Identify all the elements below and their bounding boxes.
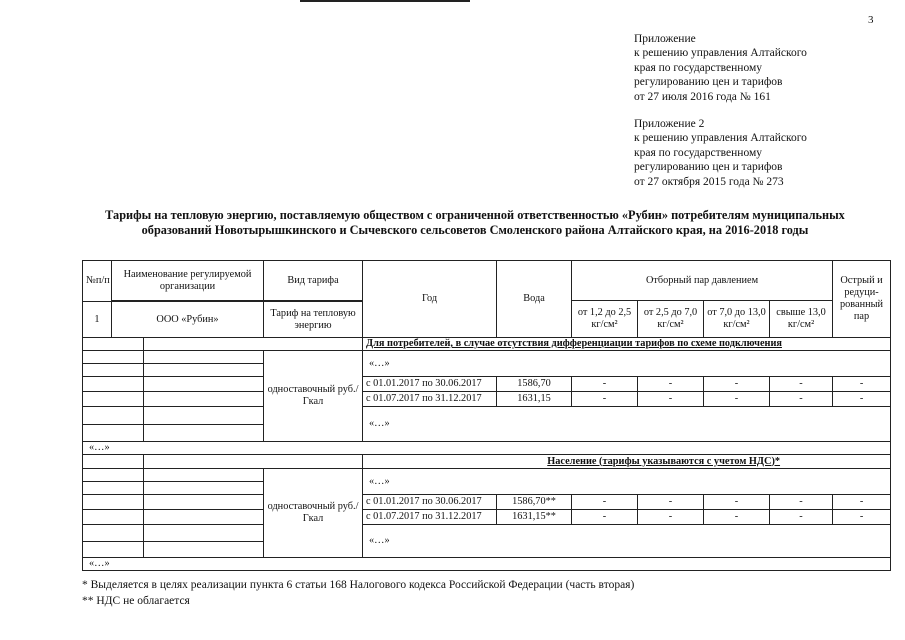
rate-live-steam: - — [833, 495, 891, 510]
blank-cell — [144, 338, 363, 351]
header-steam-col-4: свыше 13,0 кг/см² — [770, 301, 833, 338]
page-number: 3 — [868, 14, 874, 26]
rate-steam-4: - — [770, 377, 833, 392]
rate-steam-2: - — [638, 510, 704, 525]
title-line: Тарифы на тепловую энергию, поставляемую обществом с ограниченной ответственностью «Рубин» потребителям муниципальных — [105, 208, 845, 222]
blank-cell — [144, 351, 264, 364]
section-1-ellipsis-after: «…» — [83, 442, 891, 455]
section-1-heading-row — [83, 338, 891, 351]
header-org: Наименование регулируемой организации — [112, 261, 264, 301]
section-2-ellipsis-bottom: «…» — [363, 525, 891, 558]
appendix-2-line: края по государственному — [634, 146, 762, 159]
org-tariff: Тариф на тепловую энергию — [264, 302, 363, 338]
rate-steam-4: - — [770, 495, 833, 510]
section-1-tariff-label: одноставочный руб./Гкал — [264, 351, 363, 442]
footnotes — [82, 577, 634, 609]
blank-cell — [83, 455, 144, 469]
blank-cell — [83, 338, 144, 351]
section-1-ellipsis-top: «…» — [363, 351, 891, 377]
rate-steam-3: - — [704, 377, 770, 392]
blank-cell — [83, 407, 144, 425]
blank-cell — [144, 392, 264, 407]
rate-water: 1586,70** — [497, 495, 572, 510]
rate-water: 1631,15 — [497, 392, 572, 407]
blank-cell — [144, 495, 264, 510]
org-name: ООО «Рубин» — [112, 302, 264, 338]
rate-live-steam: - — [833, 377, 891, 392]
blank-cell — [83, 469, 144, 482]
appendix-1-note — [634, 32, 807, 104]
blank-cell — [144, 425, 264, 442]
blank-cell — [144, 407, 264, 425]
rate-water: 1586,70 — [497, 377, 572, 392]
section-2-spacer-row — [83, 469, 891, 482]
header-steam-col-3: от 7,0 до 13,0 кг/см² — [704, 301, 770, 338]
rate-steam-1: - — [572, 377, 638, 392]
appendix-1-line: края по государственному — [634, 61, 762, 74]
section-1-spacer-row — [83, 351, 891, 364]
section-2-rate-row — [83, 495, 891, 510]
blank-cell — [144, 542, 264, 558]
section-2-heading-row — [83, 455, 891, 469]
section-2-ellipsis-row — [83, 558, 891, 571]
section-2-rate-row — [83, 510, 891, 525]
rate-steam-1: - — [572, 510, 638, 525]
rate-steam-3: - — [704, 495, 770, 510]
appendix-1-line: к решению управления Алтайского — [634, 47, 807, 60]
top-edge-line — [300, 0, 470, 2]
rate-period: с 01.01.2017 по 30.06.2017 — [363, 377, 497, 392]
section-2-ellipsis-after: «…» — [83, 558, 891, 571]
blank-cell — [83, 525, 144, 542]
appendix-1-line: Приложение — [634, 33, 696, 45]
blank-cell — [144, 482, 264, 495]
appendix-1-line: регулированию цен и тарифов — [634, 76, 783, 89]
rate-steam-4: - — [770, 392, 833, 407]
rate-live-steam: - — [833, 392, 891, 407]
rate-live-steam: - — [833, 510, 891, 525]
rate-steam-1: - — [572, 392, 638, 407]
appendix-2-note — [634, 117, 807, 189]
appendix-1-line: от 27 июля 2016 года № 161 — [634, 90, 771, 103]
header-water: Вода — [497, 261, 572, 338]
blank-cell — [83, 425, 144, 442]
blank-cell — [83, 377, 144, 392]
section-1-ellipsis-bottom: «…» — [363, 407, 891, 442]
tariff-table — [82, 260, 891, 571]
section-2-tariff-label: одноставочный руб./Гкал — [264, 469, 363, 558]
blank-cell — [83, 542, 144, 558]
rate-steam-1: - — [572, 495, 638, 510]
section-1-spacer-row — [83, 407, 891, 425]
appendix-2-line: к решению управления Алтайского — [634, 132, 807, 145]
header-steam-col-1: от 1,2 до 2,5 кг/см² — [572, 301, 638, 338]
section-1-rate-row — [83, 377, 891, 392]
section-2-spacer-row — [83, 525, 891, 542]
header-steam-group: Отборный пар давлением — [572, 261, 833, 301]
blank-cell — [83, 364, 144, 377]
blank-cell — [144, 510, 264, 525]
rate-period: с 01.07.2017 по 31.12.2017 — [363, 392, 497, 407]
appendix-2-line: от 27 октября 2015 года № 273 — [634, 175, 784, 188]
section-1-rate-row — [83, 392, 891, 407]
section-1-ellipsis-row — [83, 442, 891, 455]
rate-steam-3: - — [704, 392, 770, 407]
header-num: №п/п — [83, 261, 112, 302]
header-tariff-type: Вид тарифа — [264, 261, 363, 301]
document-title — [60, 208, 890, 238]
rate-steam-2: - — [638, 392, 704, 407]
rate-period: с 01.01.2017 по 30.06.2017 — [363, 495, 497, 510]
rate-period: с 01.07.2017 по 31.12.2017 — [363, 510, 497, 525]
footnote-vat: * Выделяется в целях реализации пункта 6 статьи 168 Налогового кодекса Российской Федерации (часть вторая) — [82, 579, 635, 591]
header-steam-col-2: от 2,5 до 7,0 кг/см² — [638, 301, 704, 338]
blank-cell — [144, 455, 363, 469]
blank-cell — [83, 392, 144, 407]
section-2-ellipsis-top: «…» — [363, 469, 891, 495]
title-line: образований Новотырышкинского и Сычевского сельсоветов Смоленского района Алтайского края, на 2016-2018 годы — [141, 223, 809, 237]
blank-cell — [144, 525, 264, 542]
blank-cell — [144, 364, 264, 377]
section-1-heading: Для потребителей, в случае отсутствия дифференциации тарифов по схеме подключения — [363, 338, 891, 351]
rate-steam-3: - — [704, 510, 770, 525]
footnote-no-vat: ** НДС не облагается — [82, 595, 190, 607]
rate-water: 1631,15** — [497, 510, 572, 525]
appendix-2-line: Приложение 2 — [634, 118, 705, 130]
header-live-steam: Острый и редуци-рованный пар — [833, 261, 891, 338]
rate-steam-4: - — [770, 510, 833, 525]
blank-cell — [83, 510, 144, 525]
blank-cell — [83, 482, 144, 495]
org-num: 1 — [83, 302, 112, 338]
header-year: Год — [363, 261, 497, 338]
section-2-heading: Население (тарифы указываются с учетом НДС)* — [363, 455, 891, 469]
blank-cell — [83, 495, 144, 510]
rate-steam-2: - — [638, 377, 704, 392]
blank-cell — [144, 377, 264, 392]
blank-cell — [144, 469, 264, 482]
blank-cell — [83, 351, 144, 364]
rate-steam-2: - — [638, 495, 704, 510]
appendix-2-line: регулированию цен и тарифов — [634, 161, 783, 174]
header-row — [83, 261, 891, 301]
